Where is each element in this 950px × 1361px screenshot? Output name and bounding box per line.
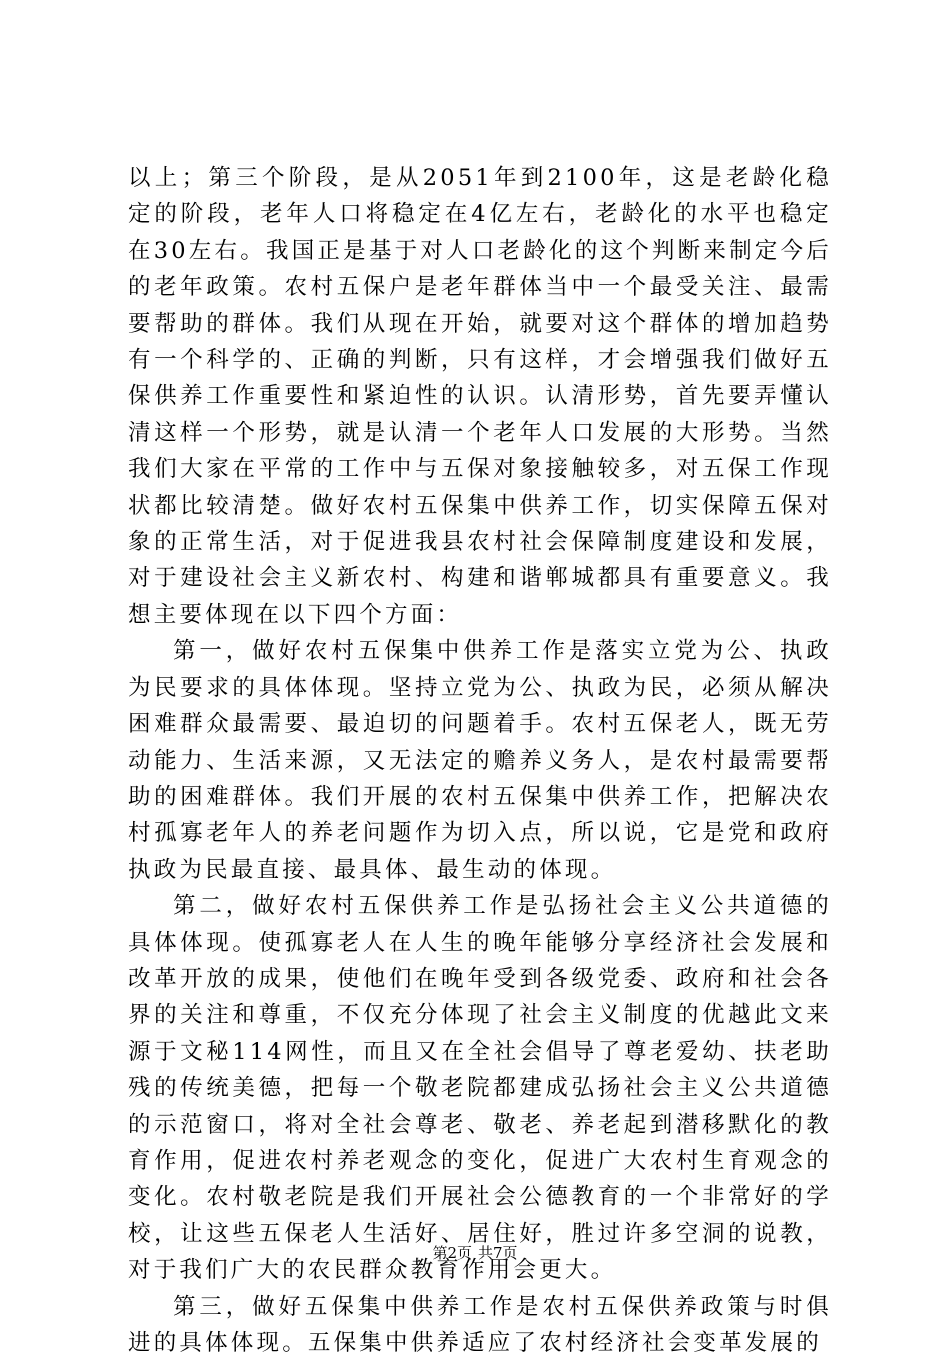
paragraph-second-point: 第二，做好农村五保供养工作是弘扬社会主义公共道德的具体体现。使孤寡老人在人生的晚年能够分享经济社会发展和改革开放的成果，使他们在晚年受到各级党委、政府和社会各界的关注和尊重，不仅充分体现了社会主义制度的优越此文来源于文秘114网性，而且又在全社会倡导了尊老爱幼、扶老助残的传统美德，把每一个敬老院都建成弘扬社会主义公共道德的示范窗口，将对全社会尊老、敬老、养老起到潜移默化的教育作用，促进农村养老观念的变化，促进广大农村生育观念的变化。农村敬老院是我们开展社会公德教育的一个非常好的学校，让这些五保老人生活好、居住好，胜过许多空洞的说教，对于我们广大的农民群众教育作用会更大。 (128, 893, 832, 1284)
page-footer (0, 1243, 950, 1263)
paragraph-third-point: 第三，做好五保集中供养工作是农村五保供养政策与时俱进的具体体现。五保集中供养适应了农村经济社会变革发展的 (128, 1293, 832, 1356)
paragraph-continued: 以上；第三个阶段，是从2051年到2100年，这是老龄化稳定的阶段，老年人口将稳定在4亿左右，老龄化的水平也稳定在30左右。我国正是基于对人口老龄化的这个判断来制定今后的老年政策。农村五保户是老年群体当中一个最受关注、最需要帮助的群体。我们从现在开始，就要对这个群体的增加趋势有一个科学的、正确的判断，只有这样，才会增强我们做好五保供养工作重要性和紧迫性的认识。认清形势，首先要弄懂认清这样一个形势，就是认清一个老年人口发展的大形势。当然我们大家在平常的工作中与五保对象接触较多，对五保工作现状都比较清楚。做好农村五保集中供养工作，切实保障五保对象的正常生活，对于促进我县农村社会保障制度建设和发展，对于建设社会主义新农村、构建和谐郸城都具有重要意义。我想主要体现在以下四个方面： (128, 165, 832, 628)
document-body (128, 160, 832, 1361)
page-total: 共7页 (478, 1244, 518, 1262)
paragraph-first-point: 第一，做好农村五保集中供养工作是落实立党为公、执政为民要求的具体体现。坚持立党为公、执政为民，必须从解决困难群众最需要、最迫切的问题着手。农村五保老人，既无劳动能力、生活来源，又无法定的赡养义务人，是农村最需要帮助的困难群体。我们开展的农村五保集中供养工作，把解决农村孤寡老年人的养老问题作为切入点，所以说，它是党和政府执政为民最直接、最具体、最生动的体现。 (128, 638, 832, 883)
page-number: 第2页 (432, 1244, 472, 1262)
